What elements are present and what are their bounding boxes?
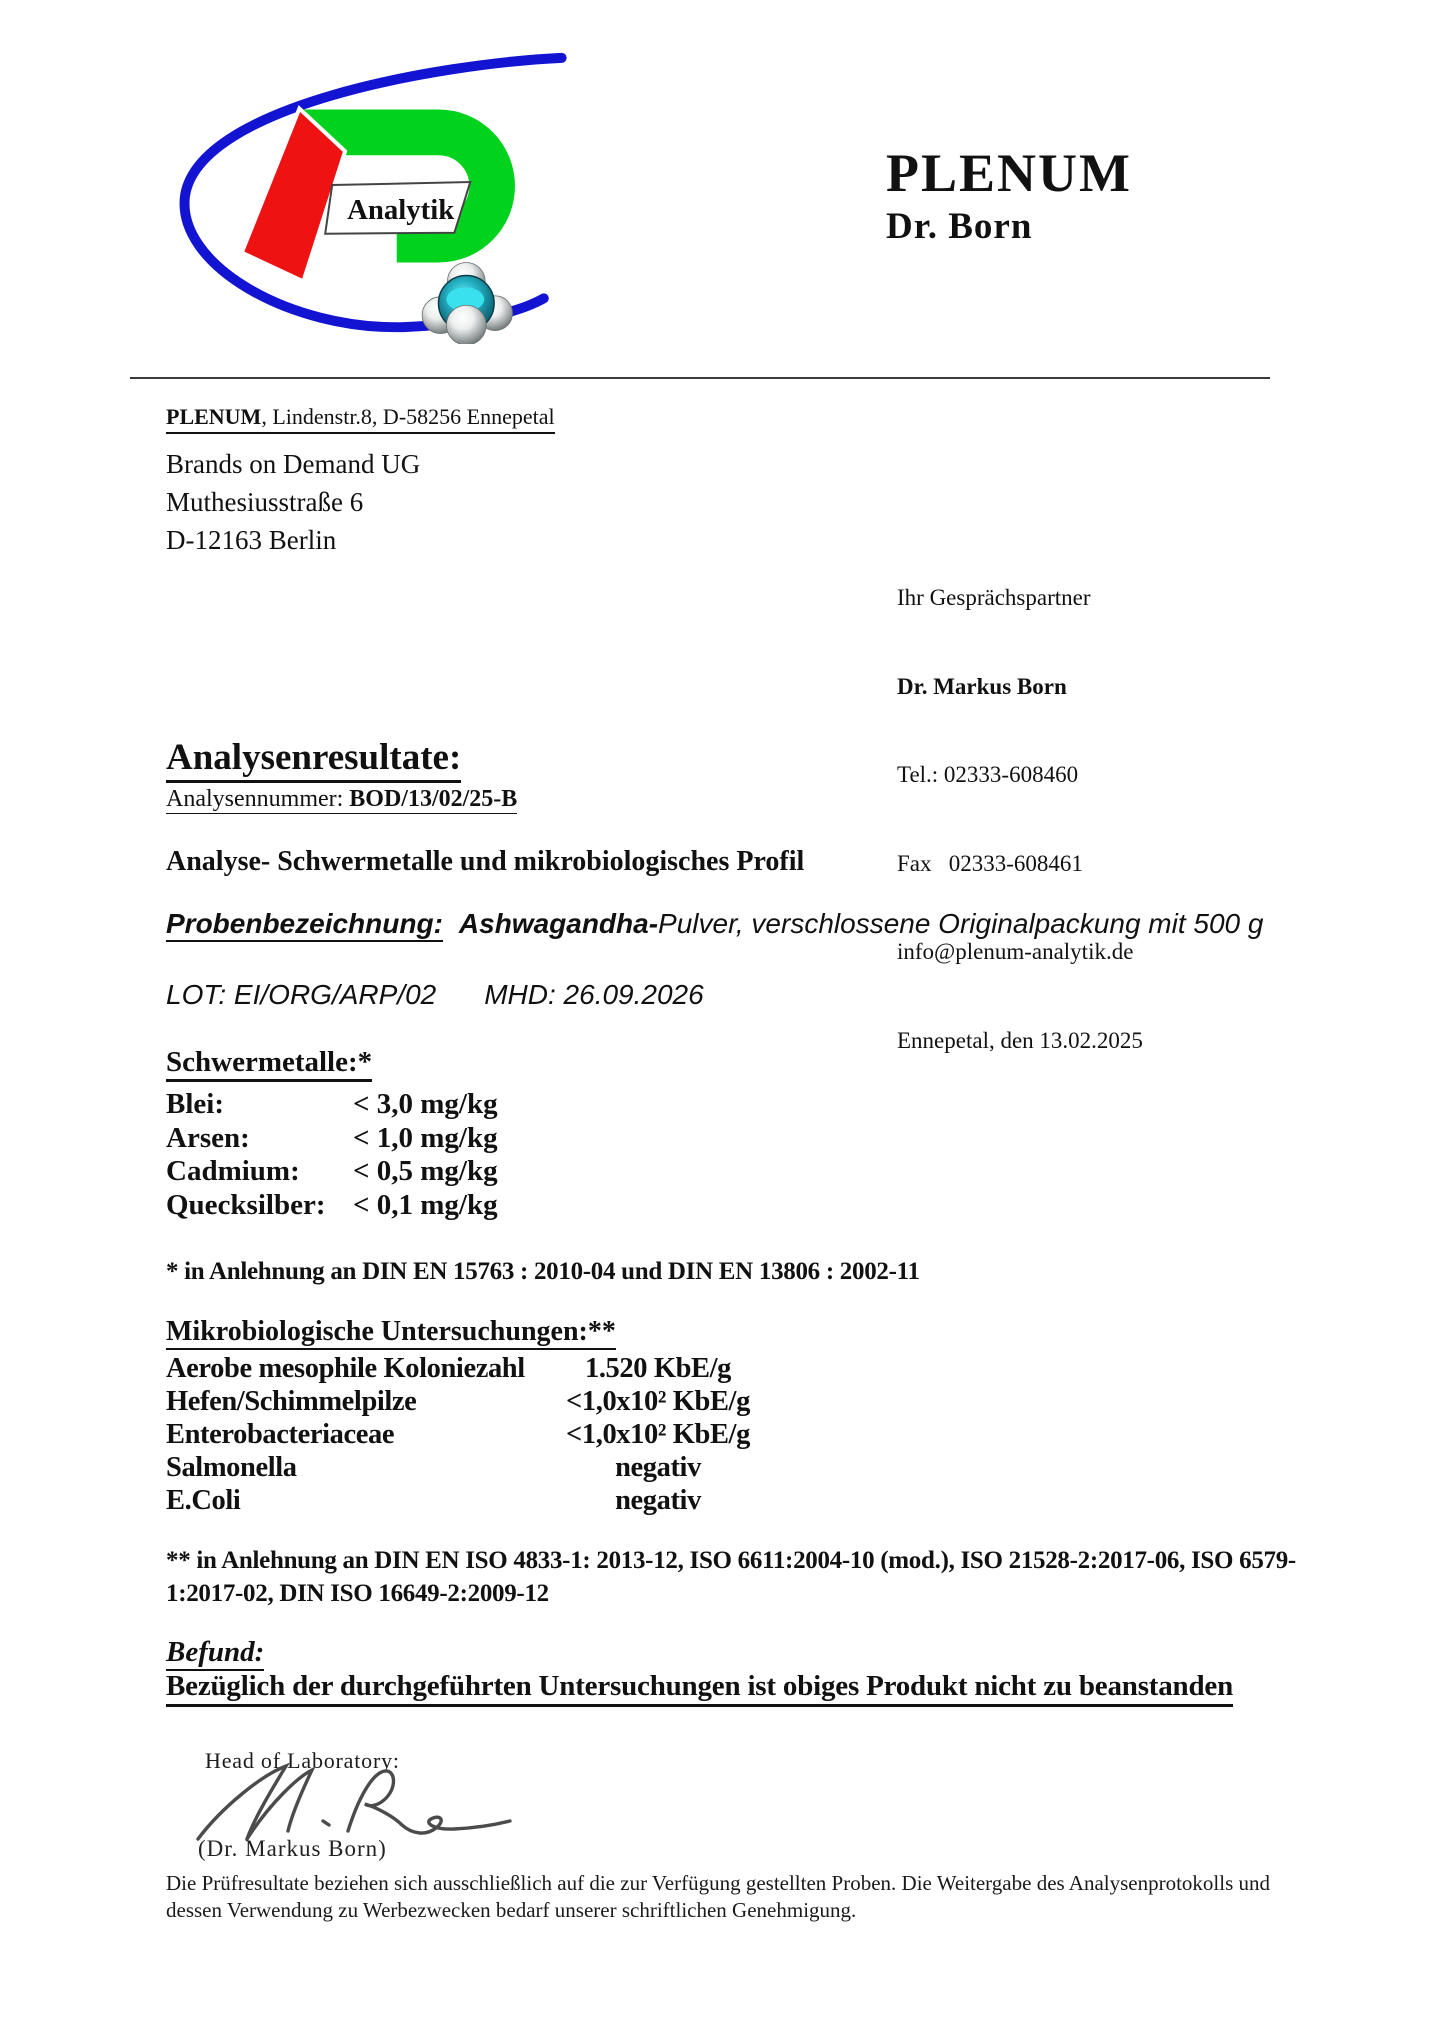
micro-row: [166, 1451, 758, 1484]
metal-label: Arsen:: [166, 1121, 250, 1154]
micro-row: [166, 1484, 758, 1517]
befund-label: Befund:: [166, 1636, 264, 1669]
micro-value: <1,0x10² KbE/g: [566, 1386, 750, 1417]
metal-value: < 0,1 mg/kg: [353, 1188, 498, 1221]
sender-address: , Lindenstr.8, D-58256 Ennepetal: [261, 404, 555, 429]
signatory-name: (Dr. Markus Born): [198, 1836, 387, 1861]
sender-company: PLENUM: [166, 404, 262, 429]
micro-value: <1,0x10² KbE/g: [566, 1419, 750, 1450]
analysis-number-label: Analysennummer:: [166, 786, 350, 812]
sample-name: Ashwagandha-: [458, 908, 659, 939]
micro-label: Salmonella: [166, 1452, 297, 1483]
header-divider: [130, 377, 1270, 379]
metal-row: [166, 1189, 498, 1223]
micro-label: Aerobe mesophile Koloniezahl: [166, 1353, 525, 1384]
lot-value: LOT: EI/ORG/ARP/02: [166, 979, 437, 1010]
contact-tel: Tel.: 02333-608460: [897, 762, 1079, 787]
heavy-metals-footnote: * in Anlehnung an DIN EN 15763 : 2010-04 und DIN EN 13806 : 2002-11: [166, 1258, 920, 1285]
contact-fax: Fax 02333-608461: [897, 850, 1083, 876]
micro-row: [166, 1385, 758, 1418]
analysis-title: Analyse- Schwermetalle und mikrobiologisches Profil: [166, 846, 805, 877]
metal-label: Quecksilber:: [166, 1188, 326, 1221]
microbiology-table: [166, 1352, 758, 1517]
metal-value: < 1,0 mg/kg: [353, 1121, 498, 1154]
contact-email: info@plenum-analytik.de: [897, 939, 1134, 964]
lot-line: [166, 979, 704, 1011]
recipient-address: [166, 445, 420, 559]
micro-row: [166, 1418, 758, 1451]
logo-analytik-label: Analytik: [347, 193, 455, 226]
recipient-line: Brands on Demand UG: [166, 449, 421, 479]
recipient-line: Muthesiusstraße 6: [166, 487, 364, 517]
micro-row: [166, 1352, 758, 1385]
micro-value: negativ: [615, 1485, 701, 1516]
head-of-laboratory-label: Head of Laboratory:: [205, 1748, 400, 1773]
mhd-value: MHD: 26.09.2026: [484, 979, 704, 1010]
metal-label: Blei:: [166, 1088, 224, 1120]
micro-value: 1.520 KbE/g: [584, 1353, 732, 1384]
footer-disclaimer: Die Prüfresultate beziehen sich ausschließlich auf die zur Verfügung gestellten Proben. Die Weitergabe des Analysenprotokolls und dessen Verwendung zu Werbezwecken bedarf unserer schriftlichen Genehmigung.: [166, 1871, 1271, 1922]
sender-line: [166, 404, 555, 434]
contact-place-date: Ennepetal, den 13.02.2025: [897, 1027, 1143, 1053]
microbiology-heading: Mikrobiologische Untersuchungen:**: [166, 1316, 616, 1348]
metal-value: < 0,5 mg/kg: [353, 1155, 498, 1187]
metal-value: < 3,0 mg/kg: [353, 1088, 498, 1120]
analysis-number: [166, 786, 517, 813]
contact-person: Dr. Markus Born: [897, 673, 1067, 699]
metal-row: [166, 1122, 498, 1156]
befund-statement: Bezüglich der durchgeführten Untersuchungen ist obiges Produkt nicht zu beanstanden: [166, 1670, 1233, 1703]
brand-name: PLENUM: [886, 143, 1132, 203]
analysis-number-value: BOD/13/02/25-B: [349, 786, 518, 812]
heavy-metals-table: [166, 1088, 498, 1222]
metal-row: [166, 1155, 498, 1189]
heavy-metals-heading: Schwermetalle:*: [166, 1046, 372, 1079]
brand-subtitle: Dr. Born: [886, 206, 1033, 247]
plenum-logo-icon: [140, 36, 578, 344]
contact-intro: Ihr Gesprächspartner: [897, 585, 1091, 610]
sample-rest: Pulver, verschlossene Originalpackung mit 500 g: [658, 908, 1264, 939]
micro-value: negativ: [615, 1452, 701, 1483]
micro-label: E.Coli: [166, 1485, 241, 1516]
molecule-icon: [422, 263, 512, 344]
metal-row: [166, 1088, 498, 1122]
micro-label: Enterobacteriaceae: [166, 1419, 395, 1450]
micro-label: Hefen/Schimmelpilze: [166, 1386, 417, 1417]
brand-title: [886, 143, 1132, 247]
sample-description: [166, 908, 1263, 940]
recipient-line: D-12163 Berlin: [166, 525, 337, 555]
results-heading: Analysenresultate:: [166, 736, 461, 779]
metal-label: Cadmium:: [166, 1155, 300, 1187]
sample-label: Probenbezeichnung:: [166, 908, 443, 942]
contact-block: [897, 524, 1143, 1114]
microbiology-footnote: ** in Anlehnung an DIN EN ISO 4833-1: 2013-12, ISO 6611:2004-10 (mod.), ISO 21528-2:2017-06, ISO 6579-1:2017-02, DIN ISO 16649-2:2009-12: [166, 1547, 1296, 1607]
logo-red-stem: [242, 109, 345, 282]
